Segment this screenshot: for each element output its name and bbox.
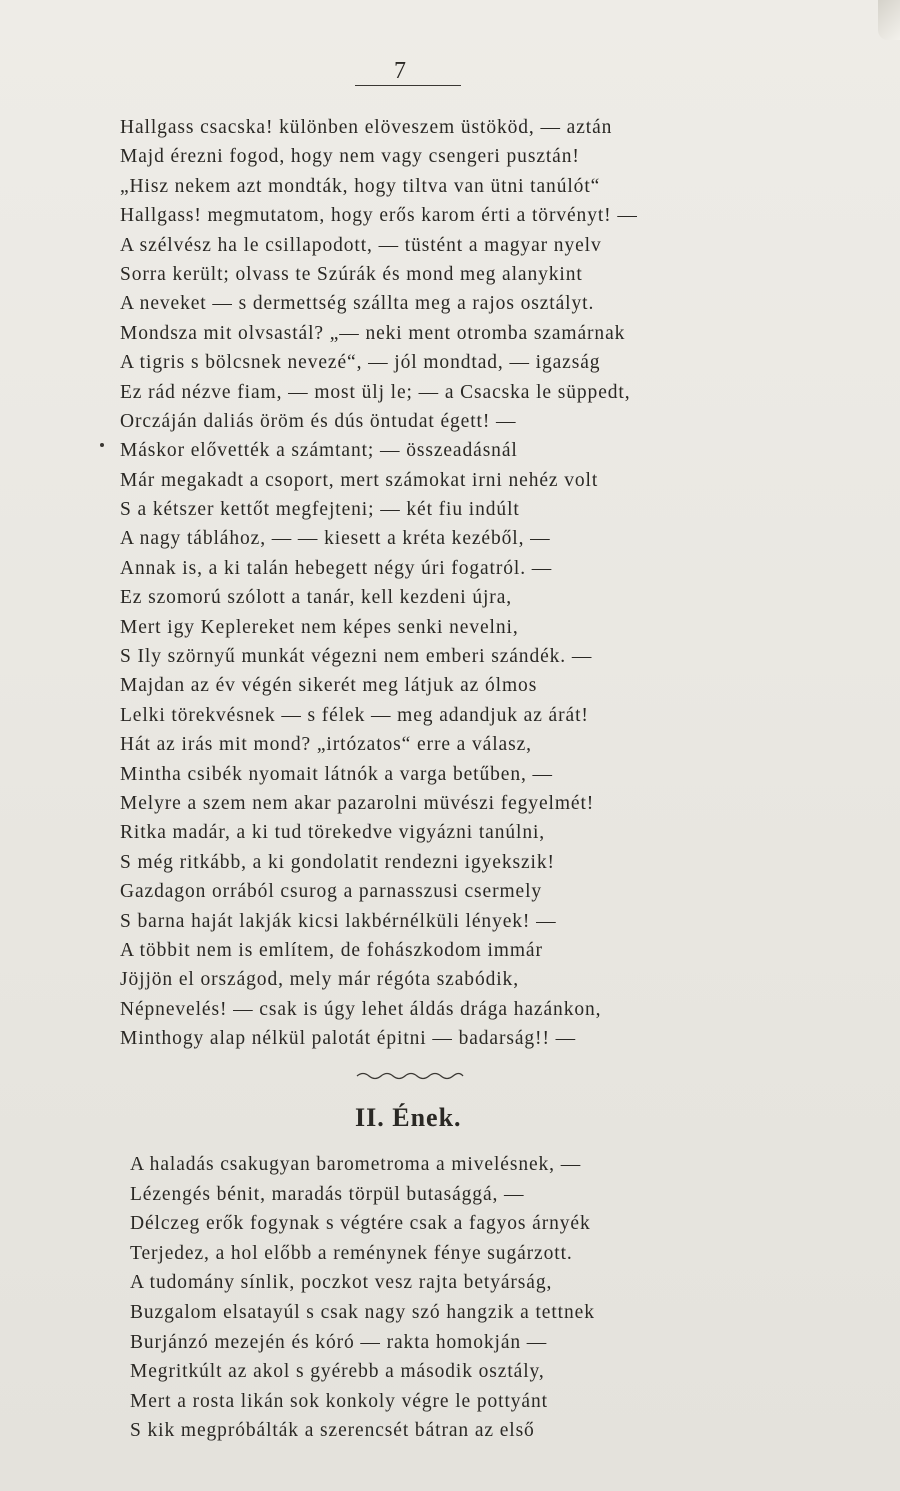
verse-line: Ez szomorú szólott a tanár, kell kezdeni újra,: [120, 587, 513, 609]
verse-line: Burjánzó mezején és kóró — rakta homokján —: [130, 1331, 548, 1353]
verse-line: Majdan az év végén sikerét meg látjuk az ólmos: [120, 675, 538, 697]
verse-line: Lézengés bénit, maradás törpül butasággá, —: [130, 1183, 525, 1205]
verse-line: S kik megpróbálták a szerencsét bátran az első: [130, 1420, 535, 1442]
section-divider-ornament: [355, 1070, 465, 1082]
verse-line: A szélvész ha le csillapodott, — tüstént a magyar nyelv: [120, 234, 602, 256]
verse-line: Orczáján daliás öröm és dús öntudat égett! —: [120, 410, 517, 432]
verse-line: Hallgass! megmutatom, hogy erős karom érti a törvényt! —: [120, 205, 638, 227]
verse-line: Annak is, a ki talán hebegett négy úri fogatról. —: [120, 557, 553, 579]
verse-line: S Ily szörnyű munkát végezni nem emberi szándék. —: [120, 646, 593, 668]
page-number: 7: [394, 58, 407, 84]
verse-line: Megritkúlt az akol s gyérebb a második osztály,: [130, 1361, 545, 1383]
verse-line: Hallgass csacska! különben elöveszem üstököd, — aztán: [120, 117, 613, 138]
verse-line: A tudomány sínlik, poczkot vesz rajta betyárság,: [130, 1272, 553, 1294]
verse-line: Népnevelés! — csak is úgy lehet áldás drága hazánkon,: [120, 998, 602, 1020]
margin-dot: [100, 443, 104, 447]
verse-line: Hát az irás mit mond? „irtózatos“ erre a válasz,: [120, 734, 532, 756]
verse-line: S a kétszer kettőt megfejteni; — két fiu indúlt: [120, 499, 520, 521]
verse-line: A tigris s bölcsnek nevezé“, — jól mondtad, — igazság: [120, 352, 601, 374]
verse-line: Délczeg erők fogynak s végtére csak a fagyos árnyék: [130, 1213, 591, 1235]
verse-line: Mert igy Keplereket nem képes senki nevelni,: [120, 616, 519, 638]
verse-line: Gazdagon orrából csurog a parnasszusi csermely: [120, 881, 543, 903]
verse-stanza-2: [130, 1150, 770, 1446]
verse-line: A haladás csakugyan barometroma a mivelésnek, —: [130, 1154, 582, 1175]
header-rule: [355, 85, 461, 86]
verse-line: Jöjjön el országod, mely már régóta szabódik,: [120, 969, 519, 991]
verse-line: S barna haját lakják kicsi lakbérnélküli lények! —: [120, 910, 557, 932]
verse-line: Terjedez, a hol előbb a reménynek fénye sugárzott.: [130, 1242, 573, 1264]
verse-line: Mert a rosta likán sok konkoly végre le pottyánt: [130, 1390, 548, 1412]
verse-line: A nagy táblához, — — kiesett a kréta kezéből, —: [120, 528, 551, 550]
verse-line: Ez rád nézve fiam, — most ülj le; — a Csacska le süppedt,: [120, 381, 631, 403]
verse-line: S még ritkább, a ki gondolatit rendezni igyekszik!: [120, 851, 555, 873]
page-corner-fold: [878, 0, 900, 40]
verse-line: A többit nem is említem, de fohászkodom immár: [120, 939, 543, 961]
verse-line: Majd érezni fogod, hogy nem vagy csengeri pusztán!: [120, 146, 580, 168]
verse-line: „Hisz nekem azt mondták, hogy tiltva van ütni tanúlót“: [120, 175, 601, 197]
verse-line: Mintha csibék nyomait látnók a varga betűben, —: [120, 763, 553, 785]
verse-line: Mondsza mit olvsastál? „— neki ment otromba szamárnak: [120, 322, 626, 344]
verse-line: Lelki törekvésnek — s félek — meg adandjuk az árát!: [120, 704, 589, 726]
verse-line: Már megakadt a csoport, mert számokat irni nehéz volt: [120, 469, 599, 491]
verse-line: Melyre a szem nem akar pazarolni müvészi fegyelmét!: [120, 792, 595, 814]
verse-line: Sorra került; olvass te Szúrák és mond meg alanykint: [120, 263, 583, 285]
verse-line: Buzgalom elsatayúl s csak nagy szó hangzik a tettnek: [130, 1301, 595, 1323]
verse-line: A neveket — s dermettség szállta meg a rajos osztályt.: [120, 293, 595, 315]
verse-line: Máskor elővették a számtant; — összeadásnál: [120, 440, 518, 462]
verse-line: Ritka madár, a ki tud törekedve vigyázni tanúlni,: [120, 822, 546, 844]
section-title: II. Ének.: [355, 1103, 462, 1132]
verse-line: Minthogy alap nélkül palotát épitni — badarság!! —: [120, 1028, 577, 1050]
verse-stanza-1: [120, 113, 760, 1054]
